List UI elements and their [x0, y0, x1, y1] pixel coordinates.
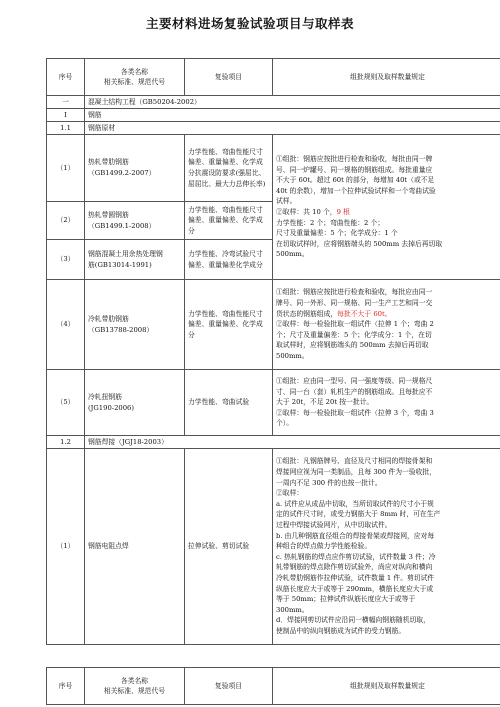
rules-cell: ①组批：钢筋应按批进行检查和验收，每批由同一牌 号、同一炉罐号、同一规格的钢筋组成。每批重量应 不大于 60t。超过 60t 的部分，每增加 40t（或不足 40t 的余数），增加一个拉伸试验试样和一个弯曲试验 试样。 ②取样：共 10 个，9 根 力学性能：2 个；弯曲性能：2 个； 尺寸及重量偏差：5 个；化学成分：1 个 在切取试样时，应将钢筋端头的 500mm 去掉后再切取 500mm。	[273, 135, 500, 280]
material-table	[46, 58, 500, 645]
table-row: （5） 冷轧扭钢筋 (JG190-2006) 力学性能、弯曲试验 ①组批：应由同一型号、同一强度等级、同一规格尺 寸、同一台（套）轧机生产的钢筋组成。且每批应不 大于 20t，不足 20t 按一批计。 ②取样：每一检验批取一组试件（拉伸 3 个，弯曲 3 个）。	[47, 370, 500, 436]
table-row: （4） 冷轧带肋钢筋 （GB13788-2008） 力学性能、弯曲性能尺寸 偏差、重量偏差、化学成 分 ①组批：钢筋应按批进行检查和验收，每批应由同一 牌号、同一外形、同一规格、同一生产工艺和同一交 货状态的钢筋组成，每批不大于 60t。 ②取样：每一检验批取一组试件（拉伸 1 个；弯曲 2 个；尺寸及重量偏差：5 个；化学成分：1 个，在切 取试样时，应将钢筋端头的 500mm 去掉后再切取 500mm。	[47, 280, 500, 370]
table-row: （1） 钢筋电阻点焊 拉伸试验、剪切试验 ①组批：凡钢筋牌号、直径及尺寸相同的焊接骨架和 焊接网应视为同一类制品，且每 300 件为一验收批， 一周内不足 300 件的也按一批计。 ②取样： a. 试件应从成品中切取，当所切取试件的尺寸小于规 定的试件尺寸时，或受力钢筋大于 8mm 时，可在生产 过程中焊接试验网片，从中切取试件。 b. 由几种钢筋直径组合的焊接骨架或焊接网，应对每 种组合的焊点做力学性能检验。 c. 热轧钢筋的焊点应作剪切试验，试件数量 3 件；冷 轧带钢筋的焊点除作剪切试验外，尚应对纵向和横向 冷轧带肋钢筋作拉伸试验，试件数量 1 件。剪切试件 纵筋长度应大于或等于 290mm，横筋长度应大于或 等于 50mm；拉伸试件纵筋长度应大于或等于 300mm。 d．焊接网剪切试件应沿同一横幅向钢筋随机切取， 使制品中的纵向钢筋成为试件的受力钢筋。	[47, 449, 500, 645]
section-row: I 钢筋	[47, 109, 500, 122]
material-table-continued	[46, 667, 500, 705]
header-item: 复验项目	[185, 668, 273, 705]
table-row: （2） 热轧带圆钢筋 （GB1499.1-2008） 力学性能、弯曲性能尺寸 偏差、重量偏差、化学成 分	[47, 202, 500, 240]
header-rule: 组批规则及取样数量规定	[273, 668, 500, 705]
page-title: 主要材料进场复验试验项目与取样表	[145, 16, 354, 31]
header-seq: 序号	[47, 59, 85, 96]
table-row: （1） 热轧带肋钢筋 （GB1499.2-2007） 力学性能、弯曲性能尺寸 偏差、重量偏差、化学成 分抗震设防要求(强屈比、 屈屈比、最大力总伸长率) ①组批：钢筋应按批进行检查和验收，每批由同一牌 号、同一炉罐号、同一规格的钢筋组成。每批重量应 不大于 60t。超过 60t 的部分，每增加 40t（或不足 40t 的余数），增加一个拉伸试验试样和一个弯曲试验 试样。 ②取样：共 10 个，9 根 力学性能：2 个；弯曲性能：2 个； 尺寸及重量偏差：5 个；化学成分：1 个 在切取试样时，应将钢筋端头的 500mm 去掉后再切取 500mm。	[47, 135, 500, 202]
table-row: （3） 钢筋混凝土用余热处理钢 筋(GB13014-1991) 力学性能、冷弯试验尺寸 偏差、重量偏差化学成分	[47, 240, 500, 280]
header-name: 各类名称 相关标准、规范代号	[85, 668, 185, 705]
header-name: 各类名称 相关标准、规范代号	[85, 59, 185, 96]
section-row: 1.1 钢筋原材	[47, 122, 500, 135]
table-header-row	[47, 668, 500, 705]
header-item: 复验项目	[185, 59, 273, 96]
section-row: 一 混凝土结构工程（GB50204-2002）	[47, 96, 500, 109]
section-row: 1.2 钢筋焊接（JGJ18-2003）	[47, 436, 500, 449]
rules-cell: ①组批：应由同一型号、同一强度等级、同一规格尺 寸、同一台（套）轧机生产的钢筋组成。且每批应不 大于 20t，不足 20t 按一批计。 ②取样：每一检验批取一组试件（拉伸 3 个，弯曲 3 个）。	[273, 370, 500, 436]
header-rule: 组批规则及取样数量规定	[273, 59, 500, 96]
rules-cell: ①组批：钢筋应按批进行检查和验收，每批应由同一 牌号、同一外形、同一规格、同一生产工艺和同一交 货状态的钢筋组成，每批不大于 60t。 ②取样：每一检验批取一组试件（拉伸 1 个；弯曲 2 个；尺寸及重量偏差：5 个；化学成分：1 个，在切 取试样时，应将钢筋端头的 500mm 去掉后再切取 500mm。	[273, 280, 500, 370]
header-seq: 序号	[47, 668, 85, 705]
rules-cell: ①组批：凡钢筋牌号、直径及尺寸相同的焊接骨架和 焊接网应视为同一类制品，且每 300 件为一验收批， 一周内不足 300 件的也按一批计。 ②取样： a. 试件应从成品中切取，当所切取试件的尺寸小于规 定的试件尺寸时，或受力钢筋大于 8mm 时，可在生产 过程中焊接试验网片，从中切取试件。 b. 由几种钢筋直径组合的焊接骨架或焊接网，应对每 种组合的焊点做力学性能检验。 c. 热轧钢筋的焊点应作剪切试验，试件数量 3 件；冷 轧带钢筋的焊点除作剪切试验外，尚应对纵向和横向 冷轧带肋钢筋作拉伸试验，试件数量 1 件。剪切试件 纵筋长度应大于或等于 290mm，横筋长度应大于或 等于 50mm；拉伸试件纵筋长度应大于或等于 300mm。 d．焊接网剪切试件应沿同一横幅向钢筋随机切取， 使制品中的纵向钢筋成为试件的受力钢筋。	[273, 449, 500, 645]
table-header-row	[47, 59, 500, 96]
